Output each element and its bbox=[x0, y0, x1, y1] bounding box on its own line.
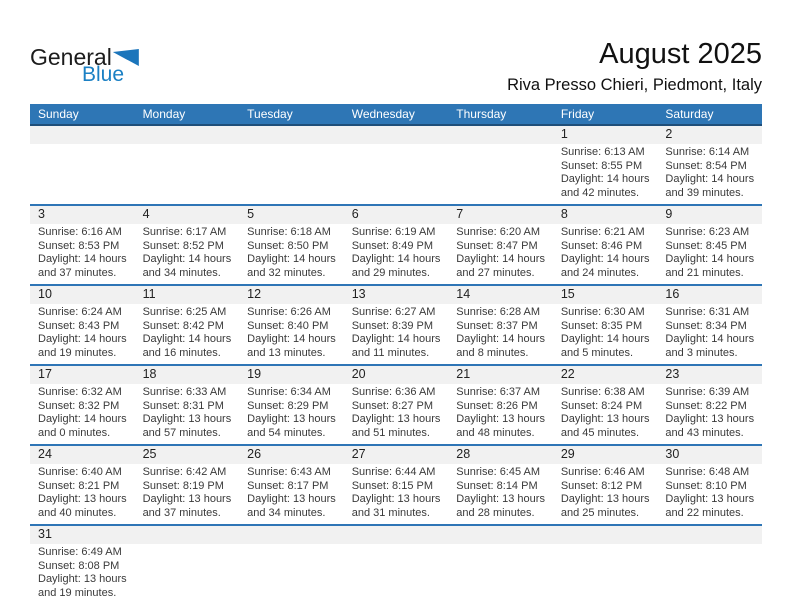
day-detail-line: Sunset: 8:42 PM bbox=[142, 319, 224, 332]
day-detail-line: and 37 minutes. bbox=[38, 266, 117, 279]
day-detail-line: Sunset: 8:31 PM bbox=[142, 399, 224, 412]
day-detail-line: Sunrise: 6:46 AM bbox=[560, 466, 645, 478]
day-detail-line: Daylight: 14 hours bbox=[247, 333, 336, 345]
day-detail-line: and 0 minutes. bbox=[38, 426, 111, 439]
day-detail-line: Sunset: 8:34 PM bbox=[665, 319, 747, 332]
day-number: 31 bbox=[30, 526, 135, 544]
day-detail-line: and 40 minutes. bbox=[38, 506, 117, 519]
day-number: 4 bbox=[135, 206, 240, 224]
day-detail-line: Sunrise: 6:42 AM bbox=[142, 466, 227, 478]
day-detail-line: Sunset: 8:17 PM bbox=[247, 479, 329, 492]
day-detail-line: Sunset: 8:12 PM bbox=[560, 479, 643, 492]
day-cell-13 bbox=[344, 286, 449, 364]
day-details bbox=[448, 384, 553, 444]
day-detail-line: and 13 minutes. bbox=[247, 346, 326, 359]
weekday-header-thursday: Thursday bbox=[456, 107, 507, 121]
day-detail-line: Sunset: 8:46 PM bbox=[560, 239, 643, 252]
day-detail-line: and 28 minutes. bbox=[456, 506, 535, 519]
day-detail-line: Daylight: 13 hours bbox=[665, 493, 755, 505]
day-details bbox=[553, 544, 658, 550]
weekday-header-friday: Friday bbox=[560, 107, 595, 121]
day-cell-empty bbox=[553, 526, 658, 604]
general-blue-logo bbox=[30, 46, 160, 84]
day-number: 11 bbox=[135, 286, 240, 304]
day-detail-line: Sunset: 8:15 PM bbox=[351, 479, 434, 492]
weekday-header-saturday: Saturday bbox=[665, 107, 714, 121]
day-detail-line: Daylight: 14 hours bbox=[665, 253, 755, 265]
day-cell-22 bbox=[553, 366, 658, 444]
day-detail-line: Sunrise: 6:17 AM bbox=[142, 226, 227, 238]
day-details bbox=[344, 144, 449, 150]
day-detail-line: Sunrise: 6:30 AM bbox=[560, 306, 645, 318]
day-cell-9 bbox=[657, 206, 762, 284]
day-details bbox=[448, 544, 553, 550]
day-cell-1 bbox=[553, 126, 658, 204]
day-cell-6 bbox=[344, 206, 449, 284]
day-cell-29 bbox=[553, 446, 658, 524]
day-detail-line: and 37 minutes. bbox=[142, 506, 221, 519]
day-detail-line: and 34 minutes. bbox=[247, 506, 326, 519]
day-detail-line: and 21 minutes. bbox=[665, 266, 744, 279]
day-detail-line: Sunset: 8:50 PM bbox=[247, 239, 329, 252]
day-number: 21 bbox=[448, 366, 553, 384]
day-detail-line: Daylight: 14 hours bbox=[38, 253, 127, 265]
day-detail-line: Daylight: 13 hours bbox=[38, 573, 127, 585]
day-detail-line: and 24 minutes. bbox=[560, 266, 640, 279]
day-cell-empty bbox=[135, 126, 240, 204]
day-details bbox=[657, 144, 762, 204]
day-detail-line: Sunrise: 6:14 AM bbox=[665, 146, 750, 158]
day-detail-line: Daylight: 13 hours bbox=[351, 413, 441, 425]
day-detail-line: and 19 minutes. bbox=[38, 346, 117, 359]
day-details bbox=[135, 464, 240, 524]
day-detail-line: Sunrise: 6:27 AM bbox=[351, 306, 436, 318]
day-detail-line: Daylight: 14 hours bbox=[456, 253, 545, 265]
logo-text-blue: Blue bbox=[82, 63, 125, 86]
day-number bbox=[553, 526, 658, 544]
day-detail-line: Sunrise: 6:34 AM bbox=[247, 386, 331, 398]
day-detail-line: and 48 minutes. bbox=[456, 426, 535, 439]
day-number: 8 bbox=[553, 206, 658, 224]
day-detail-line: Sunrise: 6:19 AM bbox=[351, 226, 436, 238]
day-detail-line: Sunrise: 6:16 AM bbox=[38, 226, 122, 238]
day-cell-7 bbox=[448, 206, 553, 284]
day-number bbox=[239, 526, 344, 544]
day-number bbox=[448, 126, 553, 144]
day-number: 23 bbox=[657, 366, 762, 384]
day-details bbox=[239, 144, 344, 150]
day-cell-empty bbox=[448, 126, 553, 204]
day-number bbox=[135, 526, 240, 544]
day-detail-line: and 29 minutes. bbox=[351, 266, 430, 279]
day-cell-3 bbox=[30, 206, 135, 284]
day-detail-line: Daylight: 14 hours bbox=[351, 333, 441, 345]
day-details bbox=[30, 224, 135, 284]
day-cell-15 bbox=[553, 286, 658, 364]
day-cell-19 bbox=[239, 366, 344, 444]
day-cell-empty bbox=[30, 126, 135, 204]
day-detail-line: Daylight: 14 hours bbox=[665, 333, 755, 345]
day-number: 12 bbox=[239, 286, 344, 304]
day-detail-line: and 54 minutes. bbox=[247, 426, 326, 439]
day-details bbox=[135, 544, 240, 550]
day-number: 3 bbox=[30, 206, 135, 224]
day-cell-empty bbox=[239, 126, 344, 204]
day-details bbox=[135, 384, 240, 444]
day-detail-line: and 34 minutes. bbox=[142, 266, 221, 279]
day-number: 1 bbox=[553, 126, 658, 144]
day-detail-line: Daylight: 14 hours bbox=[665, 173, 755, 185]
day-details bbox=[448, 464, 553, 524]
day-detail-line: and 39 minutes. bbox=[665, 186, 744, 199]
day-details bbox=[30, 464, 135, 524]
day-number: 19 bbox=[239, 366, 344, 384]
day-details bbox=[239, 384, 344, 444]
day-detail-line: Daylight: 13 hours bbox=[142, 493, 232, 505]
week-row bbox=[30, 524, 762, 604]
day-detail-line: Daylight: 13 hours bbox=[247, 493, 336, 505]
day-cell-20 bbox=[344, 366, 449, 444]
day-detail-line: Sunset: 8:22 PM bbox=[665, 399, 747, 412]
day-number: 27 bbox=[344, 446, 449, 464]
day-cell-2 bbox=[657, 126, 762, 204]
day-detail-line: Sunrise: 6:40 AM bbox=[38, 466, 122, 478]
day-detail-line: Sunset: 8:08 PM bbox=[38, 559, 120, 572]
day-number bbox=[448, 526, 553, 544]
day-details bbox=[657, 464, 762, 524]
day-detail-line: Sunset: 8:37 PM bbox=[456, 319, 538, 332]
day-detail-line: Sunset: 8:21 PM bbox=[38, 479, 120, 492]
day-details bbox=[344, 464, 449, 524]
day-detail-line: and 57 minutes. bbox=[142, 426, 221, 439]
day-cell-8 bbox=[553, 206, 658, 284]
day-detail-line: Daylight: 13 hours bbox=[142, 413, 232, 425]
day-detail-line: and 51 minutes. bbox=[351, 426, 430, 439]
day-number: 10 bbox=[30, 286, 135, 304]
day-number: 18 bbox=[135, 366, 240, 384]
day-detail-line: Daylight: 14 hours bbox=[38, 333, 127, 345]
day-detail-line: Sunrise: 6:23 AM bbox=[665, 226, 750, 238]
day-details bbox=[448, 304, 553, 364]
day-cell-17 bbox=[30, 366, 135, 444]
day-detail-line: Daylight: 13 hours bbox=[665, 413, 755, 425]
day-detail-line: Daylight: 14 hours bbox=[142, 333, 232, 345]
day-detail-line: Daylight: 14 hours bbox=[456, 333, 545, 345]
day-detail-line: and 42 minutes. bbox=[560, 186, 640, 199]
weekday-header-wednesday: Wednesday bbox=[351, 107, 415, 121]
day-details bbox=[657, 224, 762, 284]
day-detail-line: and 32 minutes. bbox=[247, 266, 326, 279]
week-row bbox=[30, 364, 762, 444]
day-detail-line: Daylight: 13 hours bbox=[456, 413, 545, 425]
day-detail-line: Daylight: 13 hours bbox=[560, 413, 650, 425]
week-row bbox=[30, 126, 762, 204]
day-detail-line: Sunrise: 6:26 AM bbox=[247, 306, 331, 318]
day-detail-line: and 45 minutes. bbox=[560, 426, 640, 439]
day-detail-line: Sunset: 8:43 PM bbox=[38, 319, 120, 332]
day-cell-23 bbox=[657, 366, 762, 444]
day-number: 6 bbox=[344, 206, 449, 224]
day-cell-30 bbox=[657, 446, 762, 524]
day-cell-empty bbox=[448, 526, 553, 604]
calendar-grid bbox=[30, 126, 762, 604]
week-row bbox=[30, 284, 762, 364]
day-detail-line: Daylight: 13 hours bbox=[560, 493, 650, 505]
day-details bbox=[30, 384, 135, 444]
day-cell-empty bbox=[135, 526, 240, 604]
day-detail-line: Daylight: 13 hours bbox=[247, 413, 336, 425]
day-detail-line: Daylight: 14 hours bbox=[560, 173, 650, 185]
day-detail-line: Sunrise: 6:44 AM bbox=[351, 466, 436, 478]
day-detail-line: Daylight: 14 hours bbox=[560, 333, 650, 345]
day-details bbox=[135, 144, 240, 150]
day-details bbox=[344, 544, 449, 550]
day-detail-line: and 43 minutes. bbox=[665, 426, 744, 439]
day-number bbox=[657, 526, 762, 544]
weekday-header-tuesday: Tuesday bbox=[247, 107, 293, 121]
day-cell-12 bbox=[239, 286, 344, 364]
day-detail-line: Sunset: 8:49 PM bbox=[351, 239, 434, 252]
day-detail-line: and 19 minutes. bbox=[38, 586, 117, 599]
day-details bbox=[553, 224, 658, 284]
day-detail-line: Sunset: 8:39 PM bbox=[351, 319, 434, 332]
day-detail-line: Sunrise: 6:28 AM bbox=[456, 306, 541, 318]
day-number: 2 bbox=[657, 126, 762, 144]
day-detail-line: Sunrise: 6:48 AM bbox=[665, 466, 750, 478]
day-detail-line: and 3 minutes. bbox=[665, 346, 738, 359]
day-detail-line: Sunrise: 6:45 AM bbox=[456, 466, 541, 478]
weekday-header-monday: Monday bbox=[142, 107, 186, 121]
day-number bbox=[30, 126, 135, 144]
day-details bbox=[344, 384, 449, 444]
day-detail-line: and 16 minutes. bbox=[142, 346, 221, 359]
day-cell-21 bbox=[448, 366, 553, 444]
calendar-table bbox=[30, 104, 762, 604]
day-detail-line: Sunset: 8:26 PM bbox=[456, 399, 538, 412]
day-details bbox=[344, 304, 449, 364]
day-details bbox=[344, 224, 449, 284]
day-detail-line: Daylight: 14 hours bbox=[38, 413, 127, 425]
day-detail-line: Sunrise: 6:25 AM bbox=[142, 306, 227, 318]
day-details bbox=[448, 224, 553, 284]
day-cell-10 bbox=[30, 286, 135, 364]
day-number: 28 bbox=[448, 446, 553, 464]
day-cell-28 bbox=[448, 446, 553, 524]
day-number: 7 bbox=[448, 206, 553, 224]
day-detail-line: and 25 minutes. bbox=[560, 506, 640, 519]
day-cell-empty bbox=[344, 126, 449, 204]
day-cell-empty bbox=[344, 526, 449, 604]
day-detail-line: Sunset: 8:40 PM bbox=[247, 319, 329, 332]
day-cell-18 bbox=[135, 366, 240, 444]
logo-text-general: General bbox=[30, 44, 112, 70]
day-detail-line: Sunrise: 6:21 AM bbox=[560, 226, 645, 238]
day-number: 16 bbox=[657, 286, 762, 304]
day-number bbox=[239, 126, 344, 144]
day-detail-line: Sunset: 8:45 PM bbox=[665, 239, 747, 252]
week-row bbox=[30, 204, 762, 284]
day-detail-line: Sunset: 8:32 PM bbox=[38, 399, 120, 412]
day-cell-5 bbox=[239, 206, 344, 284]
day-detail-line: Sunset: 8:24 PM bbox=[560, 399, 643, 412]
title-block bbox=[262, 38, 762, 95]
page-title: August 2025 bbox=[599, 38, 762, 70]
day-cell-16 bbox=[657, 286, 762, 364]
day-number: 24 bbox=[30, 446, 135, 464]
day-cell-14 bbox=[448, 286, 553, 364]
day-details bbox=[553, 144, 658, 204]
day-detail-line: Sunset: 8:19 PM bbox=[142, 479, 224, 492]
day-number bbox=[344, 126, 449, 144]
day-details bbox=[30, 304, 135, 364]
day-detail-line: Sunset: 8:54 PM bbox=[665, 159, 747, 172]
day-detail-line: Daylight: 14 hours bbox=[560, 253, 650, 265]
day-detail-line: Sunset: 8:52 PM bbox=[142, 239, 224, 252]
day-details bbox=[30, 544, 135, 604]
day-detail-line: Sunrise: 6:24 AM bbox=[38, 306, 122, 318]
day-detail-line: Sunset: 8:27 PM bbox=[351, 399, 434, 412]
day-detail-line: Sunrise: 6:36 AM bbox=[351, 386, 436, 398]
day-details bbox=[553, 384, 658, 444]
week-row bbox=[30, 444, 762, 524]
day-detail-line: Sunrise: 6:13 AM bbox=[560, 146, 645, 158]
day-number: 22 bbox=[553, 366, 658, 384]
day-detail-line: Daylight: 14 hours bbox=[142, 253, 232, 265]
day-details bbox=[553, 464, 658, 524]
day-details bbox=[657, 384, 762, 444]
day-number: 30 bbox=[657, 446, 762, 464]
day-details bbox=[30, 144, 135, 150]
day-detail-line: Daylight: 13 hours bbox=[351, 493, 441, 505]
day-detail-line: and 5 minutes. bbox=[560, 346, 633, 359]
day-details bbox=[135, 304, 240, 364]
day-number: 13 bbox=[344, 286, 449, 304]
day-number bbox=[135, 126, 240, 144]
day-cell-empty bbox=[239, 526, 344, 604]
day-number: 14 bbox=[448, 286, 553, 304]
day-details bbox=[553, 304, 658, 364]
day-details bbox=[657, 304, 762, 364]
day-detail-line: and 31 minutes. bbox=[351, 506, 430, 519]
day-cell-empty bbox=[657, 526, 762, 604]
day-details bbox=[657, 544, 762, 550]
day-details bbox=[239, 304, 344, 364]
day-cell-24 bbox=[30, 446, 135, 524]
day-detail-line: and 22 minutes. bbox=[665, 506, 744, 519]
day-detail-line: Sunset: 8:53 PM bbox=[38, 239, 120, 252]
weekday-header-sunday: Sunday bbox=[38, 107, 79, 121]
day-details bbox=[135, 224, 240, 284]
day-number bbox=[344, 526, 449, 544]
day-detail-line: Sunset: 8:14 PM bbox=[456, 479, 538, 492]
day-detail-line: Daylight: 13 hours bbox=[456, 493, 545, 505]
day-detail-line: Sunset: 8:47 PM bbox=[456, 239, 538, 252]
day-detail-line: Sunrise: 6:33 AM bbox=[142, 386, 227, 398]
day-details bbox=[448, 144, 553, 150]
day-detail-line: Sunrise: 6:20 AM bbox=[456, 226, 541, 238]
day-details bbox=[239, 224, 344, 284]
day-details bbox=[239, 544, 344, 550]
day-detail-line: Sunrise: 6:39 AM bbox=[665, 386, 750, 398]
day-number: 5 bbox=[239, 206, 344, 224]
day-number: 17 bbox=[30, 366, 135, 384]
day-cell-25 bbox=[135, 446, 240, 524]
page-header bbox=[30, 38, 762, 102]
location-subtitle: Riva Presso Chieri, Piedmont, Italy bbox=[507, 76, 762, 94]
day-detail-line: Sunrise: 6:31 AM bbox=[665, 306, 750, 318]
day-number: 20 bbox=[344, 366, 449, 384]
day-detail-line: Sunrise: 6:32 AM bbox=[38, 386, 122, 398]
day-detail-line: Sunrise: 6:18 AM bbox=[247, 226, 331, 238]
day-cell-27 bbox=[344, 446, 449, 524]
day-detail-line: and 11 minutes. bbox=[351, 346, 430, 359]
day-detail-line: Sunrise: 6:43 AM bbox=[247, 466, 331, 478]
day-detail-line: Daylight: 14 hours bbox=[351, 253, 441, 265]
day-detail-line: Sunrise: 6:38 AM bbox=[560, 386, 645, 398]
weekday-header-row bbox=[30, 104, 762, 126]
day-cell-11 bbox=[135, 286, 240, 364]
day-number: 15 bbox=[553, 286, 658, 304]
day-details bbox=[239, 464, 344, 524]
day-detail-line: and 8 minutes. bbox=[456, 346, 529, 359]
day-cell-26 bbox=[239, 446, 344, 524]
day-detail-line: Sunrise: 6:49 AM bbox=[38, 546, 122, 558]
day-detail-line: Sunset: 8:55 PM bbox=[560, 159, 643, 172]
day-detail-line: Sunset: 8:10 PM bbox=[665, 479, 747, 492]
day-detail-line: Sunset: 8:35 PM bbox=[560, 319, 643, 332]
day-number: 26 bbox=[239, 446, 344, 464]
day-detail-line: Daylight: 13 hours bbox=[38, 493, 127, 505]
day-detail-line: and 27 minutes. bbox=[456, 266, 535, 279]
day-cell-31 bbox=[30, 526, 135, 604]
day-detail-line: Sunset: 8:29 PM bbox=[247, 399, 329, 412]
day-number: 29 bbox=[553, 446, 658, 464]
day-detail-line: Daylight: 14 hours bbox=[247, 253, 336, 265]
day-number: 9 bbox=[657, 206, 762, 224]
day-number: 25 bbox=[135, 446, 240, 464]
day-cell-4 bbox=[135, 206, 240, 284]
day-detail-line: Sunrise: 6:37 AM bbox=[456, 386, 541, 398]
